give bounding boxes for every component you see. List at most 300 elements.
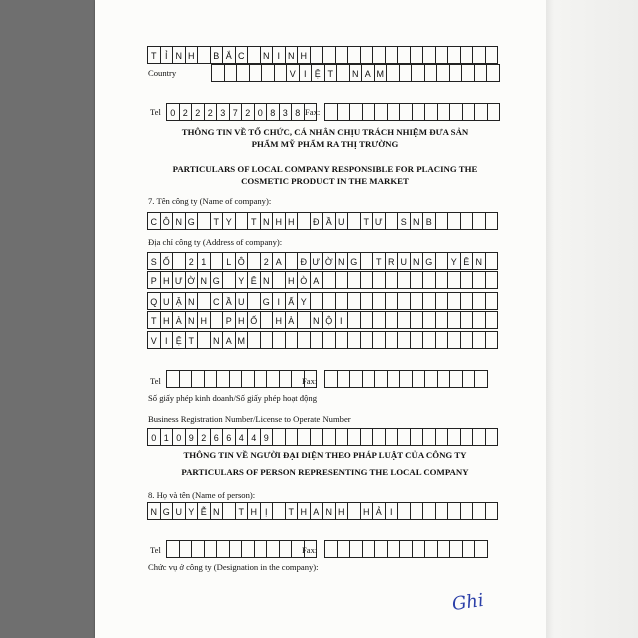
char-cell[interactable]: [223, 502, 236, 520]
char-cell[interactable]: 3: [280, 103, 293, 121]
char-cell[interactable]: [400, 64, 413, 82]
char-cell[interactable]: [461, 212, 474, 230]
char-cell[interactable]: [411, 271, 424, 289]
char-cell[interactable]: Ố: [248, 311, 261, 329]
char-cell[interactable]: [386, 46, 399, 64]
tel-grid[interactable]: [166, 103, 317, 121]
char-cell[interactable]: [386, 331, 399, 349]
char-cell[interactable]: [255, 370, 268, 388]
char-cell[interactable]: [361, 331, 374, 349]
address-grid-1[interactable]: [147, 252, 498, 270]
char-cell[interactable]: N: [148, 502, 161, 520]
char-cell[interactable]: [475, 64, 488, 82]
char-cell[interactable]: [311, 428, 324, 446]
char-cell[interactable]: L: [223, 252, 236, 270]
char-cell[interactable]: [425, 370, 438, 388]
char-cell[interactable]: A: [362, 64, 375, 82]
char-cell[interactable]: [280, 370, 293, 388]
char-cell[interactable]: [361, 292, 374, 310]
char-cell[interactable]: H: [236, 311, 249, 329]
char-cell[interactable]: [423, 311, 436, 329]
char-cell[interactable]: [473, 428, 486, 446]
char-cell[interactable]: Đ: [298, 252, 311, 270]
char-cell[interactable]: P: [148, 271, 161, 289]
char-cell[interactable]: 7: [230, 103, 243, 121]
char-cell[interactable]: [473, 46, 486, 64]
char-cell[interactable]: [248, 252, 261, 270]
char-cell[interactable]: [473, 271, 486, 289]
char-cell[interactable]: [348, 292, 361, 310]
char-cell[interactable]: [373, 331, 386, 349]
char-cell[interactable]: [448, 428, 461, 446]
char-cell[interactable]: Ô: [236, 252, 249, 270]
char-cell[interactable]: [363, 103, 376, 121]
char-cell[interactable]: [423, 292, 436, 310]
char-cell[interactable]: [448, 212, 461, 230]
char-cell[interactable]: 2: [261, 252, 274, 270]
char-cell[interactable]: [275, 64, 288, 82]
char-cell[interactable]: [363, 370, 376, 388]
char-cell[interactable]: [462, 64, 475, 82]
char-cell[interactable]: 0: [173, 428, 186, 446]
char-cell[interactable]: 0: [167, 103, 180, 121]
char-cell[interactable]: [192, 540, 205, 558]
char-cell[interactable]: À: [286, 311, 299, 329]
char-cell[interactable]: Ê: [461, 252, 474, 270]
char-cell[interactable]: [436, 212, 449, 230]
char-cell[interactable]: N: [211, 502, 224, 520]
char-cell[interactable]: [386, 311, 399, 329]
char-cell[interactable]: [386, 428, 399, 446]
char-cell[interactable]: H: [298, 502, 311, 520]
char-cell[interactable]: [436, 311, 449, 329]
char-cell[interactable]: [413, 540, 426, 558]
char-cell[interactable]: [473, 311, 486, 329]
char-cell[interactable]: [361, 311, 374, 329]
char-cell[interactable]: G: [186, 212, 199, 230]
char-cell[interactable]: [361, 428, 374, 446]
char-cell[interactable]: [488, 103, 501, 121]
char-cell[interactable]: 2: [205, 103, 218, 121]
char-cell[interactable]: H: [336, 502, 349, 520]
char-cell[interactable]: U: [336, 212, 349, 230]
char-cell[interactable]: [388, 540, 401, 558]
company-grid[interactable]: [147, 212, 498, 230]
char-cell[interactable]: Ộ: [323, 311, 336, 329]
char-cell[interactable]: [323, 292, 336, 310]
char-cell[interactable]: [438, 540, 451, 558]
char-cell[interactable]: H: [286, 212, 299, 230]
char-cell[interactable]: [411, 502, 424, 520]
char-cell[interactable]: [348, 271, 361, 289]
char-cell[interactable]: 4: [236, 428, 249, 446]
char-cell[interactable]: 2: [192, 103, 205, 121]
char-cell[interactable]: 9: [186, 428, 199, 446]
char-cell[interactable]: I: [273, 46, 286, 64]
province-grid[interactable]: [147, 46, 498, 64]
char-cell[interactable]: [286, 252, 299, 270]
char-cell[interactable]: [438, 103, 451, 121]
char-cell[interactable]: 9: [261, 428, 274, 446]
char-cell[interactable]: [486, 428, 499, 446]
char-cell[interactable]: R: [386, 252, 399, 270]
char-cell[interactable]: I: [273, 292, 286, 310]
char-cell[interactable]: [425, 103, 438, 121]
tel-grid[interactable]: [166, 540, 317, 558]
char-cell[interactable]: Ư: [373, 212, 386, 230]
char-cell[interactable]: [463, 103, 476, 121]
char-cell[interactable]: [348, 331, 361, 349]
char-cell[interactable]: [386, 271, 399, 289]
char-cell[interactable]: [311, 292, 324, 310]
char-cell[interactable]: [411, 428, 424, 446]
char-cell[interactable]: I: [336, 311, 349, 329]
char-cell[interactable]: S: [148, 252, 161, 270]
char-cell[interactable]: Y: [223, 212, 236, 230]
char-cell[interactable]: [388, 370, 401, 388]
char-cell[interactable]: Ò: [298, 271, 311, 289]
char-cell[interactable]: [273, 271, 286, 289]
char-cell[interactable]: [338, 103, 351, 121]
char-cell[interactable]: [286, 331, 299, 349]
char-cell[interactable]: [338, 370, 351, 388]
char-cell[interactable]: [425, 64, 438, 82]
char-cell[interactable]: [180, 540, 193, 558]
char-cell[interactable]: [398, 428, 411, 446]
char-cell[interactable]: N: [286, 46, 299, 64]
char-cell[interactable]: [350, 540, 363, 558]
char-cell[interactable]: [413, 370, 426, 388]
char-cell[interactable]: [461, 502, 474, 520]
char-cell[interactable]: 1: [198, 252, 211, 270]
char-cell[interactable]: [361, 46, 374, 64]
char-cell[interactable]: U: [161, 292, 174, 310]
char-cell[interactable]: [336, 331, 349, 349]
char-cell[interactable]: [461, 292, 474, 310]
char-cell[interactable]: [400, 370, 413, 388]
char-cell[interactable]: I: [300, 64, 313, 82]
char-cell[interactable]: [486, 331, 499, 349]
char-cell[interactable]: [212, 64, 225, 82]
char-cell[interactable]: [436, 502, 449, 520]
char-cell[interactable]: [217, 370, 230, 388]
char-cell[interactable]: [375, 370, 388, 388]
char-cell[interactable]: H: [273, 311, 286, 329]
char-cell[interactable]: H: [273, 212, 286, 230]
char-cell[interactable]: T: [148, 311, 161, 329]
char-cell[interactable]: [336, 271, 349, 289]
char-cell[interactable]: [436, 428, 449, 446]
char-cell[interactable]: [225, 64, 238, 82]
char-cell[interactable]: 0: [255, 103, 268, 121]
char-cell[interactable]: [448, 311, 461, 329]
char-cell[interactable]: A: [273, 252, 286, 270]
char-cell[interactable]: Ị: [261, 502, 274, 520]
char-cell[interactable]: C: [211, 292, 224, 310]
country-grid[interactable]: [211, 64, 500, 82]
char-cell[interactable]: [436, 46, 449, 64]
char-cell[interactable]: [473, 502, 486, 520]
char-cell[interactable]: [298, 212, 311, 230]
char-cell[interactable]: N: [411, 212, 424, 230]
char-cell[interactable]: [475, 540, 488, 558]
char-cell[interactable]: [400, 540, 413, 558]
person-grid[interactable]: [147, 502, 498, 520]
char-cell[interactable]: [248, 292, 261, 310]
char-cell[interactable]: [267, 540, 280, 558]
char-cell[interactable]: N: [186, 292, 199, 310]
char-cell[interactable]: [211, 311, 224, 329]
char-cell[interactable]: Ầ: [323, 212, 336, 230]
char-cell[interactable]: 3: [217, 103, 230, 121]
char-cell[interactable]: V: [287, 64, 300, 82]
char-cell[interactable]: [398, 46, 411, 64]
char-cell[interactable]: [337, 64, 350, 82]
char-cell[interactable]: N: [323, 502, 336, 520]
char-cell[interactable]: Y: [186, 502, 199, 520]
char-cell[interactable]: N: [350, 64, 363, 82]
char-cell[interactable]: [411, 292, 424, 310]
char-cell[interactable]: Ỉ: [161, 46, 174, 64]
char-cell[interactable]: T: [325, 64, 338, 82]
char-cell[interactable]: M: [375, 64, 388, 82]
tel-grid[interactable]: [166, 370, 317, 388]
char-cell[interactable]: [323, 271, 336, 289]
address-grid-5[interactable]: [147, 331, 498, 349]
char-cell[interactable]: A: [223, 331, 236, 349]
char-cell[interactable]: 2: [180, 103, 193, 121]
char-cell[interactable]: N: [198, 271, 211, 289]
char-cell[interactable]: [311, 46, 324, 64]
char-cell[interactable]: H: [298, 46, 311, 64]
char-cell[interactable]: [486, 311, 499, 329]
char-cell[interactable]: [361, 271, 374, 289]
char-cell[interactable]: N: [473, 252, 486, 270]
char-cell[interactable]: I: [161, 331, 174, 349]
char-cell[interactable]: Ầ: [223, 292, 236, 310]
char-cell[interactable]: I: [386, 502, 399, 520]
char-cell[interactable]: [423, 428, 436, 446]
char-cell[interactable]: S: [398, 212, 411, 230]
char-cell[interactable]: T: [373, 252, 386, 270]
char-cell[interactable]: [325, 540, 338, 558]
char-cell[interactable]: [423, 46, 436, 64]
char-cell[interactable]: [336, 292, 349, 310]
char-cell[interactable]: [461, 331, 474, 349]
char-cell[interactable]: [236, 212, 249, 230]
char-cell[interactable]: [298, 428, 311, 446]
char-cell[interactable]: [348, 212, 361, 230]
char-cell[interactable]: [242, 370, 255, 388]
char-cell[interactable]: Ậ: [173, 292, 186, 310]
char-cell[interactable]: N: [211, 331, 224, 349]
char-cell[interactable]: M: [236, 331, 249, 349]
char-cell[interactable]: 0: [148, 428, 161, 446]
char-cell[interactable]: Ễ: [198, 502, 211, 520]
char-cell[interactable]: [211, 252, 224, 270]
char-cell[interactable]: [423, 331, 436, 349]
char-cell[interactable]: [448, 331, 461, 349]
char-cell[interactable]: N: [173, 212, 186, 230]
char-cell[interactable]: [336, 46, 349, 64]
char-cell[interactable]: [167, 540, 180, 558]
char-cell[interactable]: [473, 292, 486, 310]
char-cell[interactable]: 6: [211, 428, 224, 446]
char-cell[interactable]: T: [236, 502, 249, 520]
char-cell[interactable]: 8: [292, 103, 305, 121]
char-cell[interactable]: 2: [186, 252, 199, 270]
char-cell[interactable]: H: [161, 311, 174, 329]
char-cell[interactable]: [325, 370, 338, 388]
char-cell[interactable]: [398, 292, 411, 310]
char-cell[interactable]: [375, 103, 388, 121]
char-cell[interactable]: Q: [148, 292, 161, 310]
char-cell[interactable]: [223, 271, 236, 289]
char-cell[interactable]: G: [261, 292, 274, 310]
char-cell[interactable]: H: [161, 271, 174, 289]
char-cell[interactable]: [273, 331, 286, 349]
char-cell[interactable]: [398, 271, 411, 289]
char-cell[interactable]: Ố: [161, 252, 174, 270]
char-cell[interactable]: H: [286, 271, 299, 289]
char-cell[interactable]: C: [148, 212, 161, 230]
char-cell[interactable]: U: [398, 252, 411, 270]
char-cell[interactable]: [486, 292, 499, 310]
char-cell[interactable]: A: [311, 271, 324, 289]
char-cell[interactable]: [323, 46, 336, 64]
char-cell[interactable]: [255, 540, 268, 558]
char-cell[interactable]: [373, 46, 386, 64]
char-cell[interactable]: [487, 64, 500, 82]
fax-grid[interactable]: [324, 370, 488, 388]
char-cell[interactable]: [348, 311, 361, 329]
char-cell[interactable]: T: [361, 212, 374, 230]
char-cell[interactable]: [386, 212, 399, 230]
char-cell[interactable]: [436, 331, 449, 349]
char-cell[interactable]: [411, 46, 424, 64]
char-cell[interactable]: Ờ: [186, 271, 199, 289]
char-cell[interactable]: V: [148, 331, 161, 349]
char-cell[interactable]: [375, 540, 388, 558]
char-cell[interactable]: [373, 428, 386, 446]
char-cell[interactable]: Ấ: [286, 292, 299, 310]
char-cell[interactable]: 6: [223, 428, 236, 446]
char-cell[interactable]: [398, 311, 411, 329]
char-cell[interactable]: [242, 540, 255, 558]
char-cell[interactable]: 8: [267, 103, 280, 121]
char-cell[interactable]: Ệ: [173, 331, 186, 349]
char-cell[interactable]: [323, 428, 336, 446]
char-cell[interactable]: [280, 540, 293, 558]
char-cell[interactable]: Ư: [173, 271, 186, 289]
char-cell[interactable]: [436, 252, 449, 270]
char-cell[interactable]: U: [173, 502, 186, 520]
char-cell[interactable]: H: [198, 311, 211, 329]
char-cell[interactable]: [398, 502, 411, 520]
char-cell[interactable]: [461, 271, 474, 289]
char-cell[interactable]: Y: [448, 252, 461, 270]
char-cell[interactable]: [423, 502, 436, 520]
char-cell[interactable]: [475, 370, 488, 388]
char-cell[interactable]: [348, 46, 361, 64]
char-cell[interactable]: U: [236, 292, 249, 310]
char-cell[interactable]: T: [286, 502, 299, 520]
char-cell[interactable]: [261, 331, 274, 349]
fax-grid[interactable]: [324, 103, 500, 121]
address-grid-2[interactable]: [147, 271, 498, 289]
char-cell[interactable]: [311, 331, 324, 349]
char-cell[interactable]: N: [336, 252, 349, 270]
char-cell[interactable]: [373, 271, 386, 289]
char-cell[interactable]: [461, 428, 474, 446]
char-cell[interactable]: G: [211, 271, 224, 289]
char-cell[interactable]: Ắ: [223, 46, 236, 64]
char-cell[interactable]: Ả: [373, 502, 386, 520]
char-cell[interactable]: [205, 370, 218, 388]
char-cell[interactable]: [230, 370, 243, 388]
char-cell[interactable]: G: [423, 252, 436, 270]
char-cell[interactable]: [448, 292, 461, 310]
char-cell[interactable]: [486, 271, 499, 289]
char-cell[interactable]: [463, 540, 476, 558]
char-cell[interactable]: N: [173, 46, 186, 64]
char-cell[interactable]: [363, 540, 376, 558]
char-cell[interactable]: [423, 271, 436, 289]
char-cell[interactable]: [286, 428, 299, 446]
char-cell[interactable]: [486, 46, 499, 64]
char-cell[interactable]: [198, 292, 211, 310]
address-grid-4[interactable]: [147, 311, 498, 329]
char-cell[interactable]: [180, 370, 193, 388]
char-cell[interactable]: [338, 540, 351, 558]
char-cell[interactable]: T: [148, 46, 161, 64]
char-cell[interactable]: [250, 64, 263, 82]
char-cell[interactable]: [325, 103, 338, 121]
char-cell[interactable]: [261, 311, 274, 329]
char-cell[interactable]: [413, 103, 426, 121]
char-cell[interactable]: [411, 311, 424, 329]
char-cell[interactable]: [373, 311, 386, 329]
char-cell[interactable]: [298, 331, 311, 349]
char-cell[interactable]: G: [348, 252, 361, 270]
char-cell[interactable]: [436, 292, 449, 310]
char-cell[interactable]: [437, 64, 450, 82]
char-cell[interactable]: [237, 64, 250, 82]
char-cell[interactable]: [167, 370, 180, 388]
char-cell[interactable]: [361, 252, 374, 270]
char-cell[interactable]: A: [311, 502, 324, 520]
char-cell[interactable]: [411, 331, 424, 349]
char-cell[interactable]: [461, 311, 474, 329]
char-cell[interactable]: [198, 212, 211, 230]
char-cell[interactable]: [450, 370, 463, 388]
license-grid[interactable]: [147, 428, 498, 446]
char-cell[interactable]: [173, 252, 186, 270]
char-cell[interactable]: B: [423, 212, 436, 230]
char-cell[interactable]: [486, 212, 499, 230]
char-cell[interactable]: [192, 370, 205, 388]
char-cell[interactable]: [412, 64, 425, 82]
char-cell[interactable]: [463, 370, 476, 388]
fax-grid[interactable]: [324, 540, 488, 558]
char-cell[interactable]: [387, 64, 400, 82]
char-cell[interactable]: Y: [298, 292, 311, 310]
char-cell[interactable]: [475, 103, 488, 121]
char-cell[interactable]: [273, 428, 286, 446]
char-cell[interactable]: G: [161, 502, 174, 520]
char-cell[interactable]: [448, 271, 461, 289]
char-cell[interactable]: [298, 311, 311, 329]
